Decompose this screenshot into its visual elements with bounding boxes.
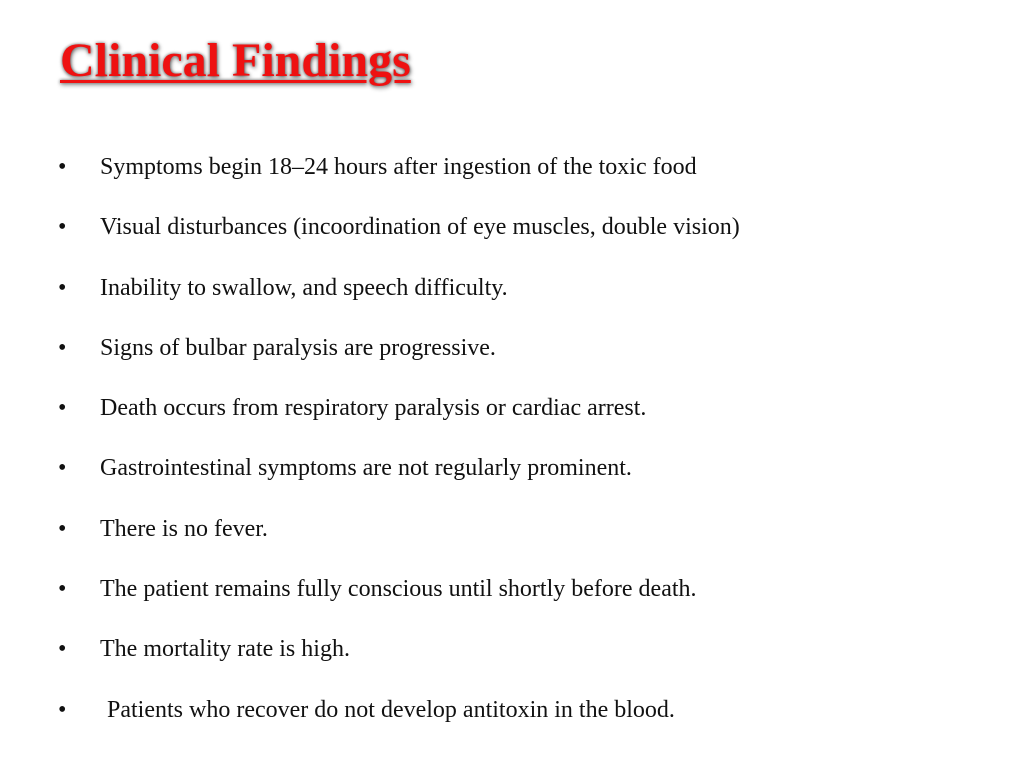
bullet-icon: • <box>58 515 67 542</box>
bullet-item-8 <box>0 559 1024 619</box>
bullet-text-7: There is no fever. <box>100 515 268 542</box>
bullet-text-9: The mortality rate is high. <box>100 636 350 663</box>
bullet-item-7 <box>0 499 1024 559</box>
bullet-item-9 <box>0 619 1024 679</box>
bullet-text-1: Symptoms begin 18–24 hours after ingestion of the toxic food <box>100 154 697 180</box>
bullet-icon: • <box>58 395 67 422</box>
bullet-text-3: Inability to swallow, and speech difficulty. <box>100 274 508 301</box>
bullet-icon: • <box>58 154 67 180</box>
bullet-icon: • <box>58 274 67 301</box>
bullet-item-5 <box>0 378 1024 438</box>
bullet-item-6 <box>0 438 1024 498</box>
bullet-icon: • <box>58 576 67 603</box>
bullet-icon: • <box>58 696 67 723</box>
bullet-item-4 <box>0 318 1024 378</box>
bullet-text-5: Death occurs from respiratory paralysis or cardiac arrest. <box>100 395 647 422</box>
bullet-icon: • <box>58 455 67 482</box>
bullet-text-8: The patient remains fully conscious until shortly before death. <box>100 576 697 603</box>
bullet-text-2: Visual disturbances (incoordination of eye muscles, double vision) <box>100 214 740 241</box>
slide-title: Clinical Findings <box>60 34 411 87</box>
bullet-icon: • <box>58 636 67 663</box>
bullet-icon: • <box>58 214 67 241</box>
bullet-item-10 <box>0 680 1024 740</box>
bullet-item-2 <box>0 197 1024 257</box>
bullet-list <box>0 137 1024 740</box>
bullet-icon: • <box>58 334 67 361</box>
bullet-item-1 <box>0 137 1024 197</box>
bullet-item-3 <box>0 258 1024 318</box>
bullet-text-10: Patients who recover do not develop antitoxin in the blood. <box>107 696 675 723</box>
bullet-text-4: Signs of bulbar paralysis are progressive. <box>100 334 496 361</box>
bullet-text-6: Gastrointestinal symptoms are not regularly prominent. <box>100 455 632 482</box>
